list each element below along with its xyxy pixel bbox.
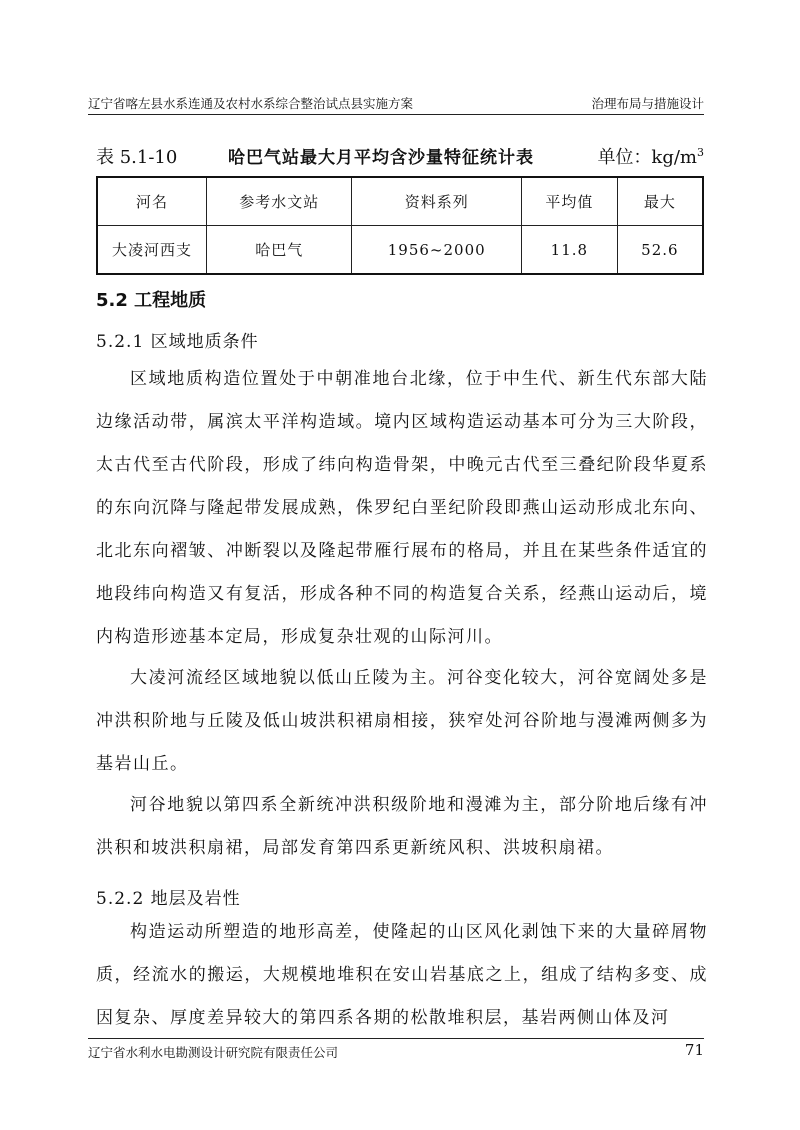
table-title: 哈巴气站最大月平均含沙量特征统计表 [228, 148, 534, 168]
page-header [88, 92, 704, 115]
sediment-table [96, 176, 704, 275]
header-chapter-title: 治理布局与措施设计 [591, 96, 704, 111]
paragraph: 构造运动所塑造的地形高差，使隆起的山区风化剥蚀下来的大量碎屑物质，经流水的搬运，大规模地堆积在安山岩基底之上，组成了结构多变、成因复杂、厚度差异较大的第四系各期的松散堆积层，基岩两侧山体及河 [96, 922, 708, 1028]
cell-average: 11.8 [522, 226, 618, 275]
table-unit-text: 单位：kg/m [597, 147, 697, 168]
paragraph: 区域地质构造位置处于中朝准地台北缘，位于中生代、新生代东部大陆边缘活动带，属滨太平洋构造域。境内区域构造运动基本可分为三大阶段，太古代至古代阶段，形成了纬向构造骨架，中晚元古代至三叠纪阶段华夏系的东向沉降与隆起带发展成熟，侏罗纪白垩纪阶段即燕山运动形成北东向、北北东向褶皱、冲断裂以及隆起带雁行展布的格局，并且在某些条件适宜的地段纬向构造又有复活，形成各种不同的构造复合关系，经燕山运动后，境内构造形迹基本定局，形成复杂壮观的山际河川。 [96, 369, 708, 647]
paragraph: 河谷地貌以第四系全新统冲洪积级阶地和漫滩为主，部分阶地后缘有冲洪积和坡洪积扇裙，局部发育第四系更新统风积、洪坡积扇裙。 [96, 795, 708, 858]
subsection-title: 5.2.2 地层及岩性 [96, 889, 241, 909]
header-document-title: 辽宁省喀左县水系连通及农村水系综合整治试点县实施方案 [88, 96, 414, 111]
table-row [97, 226, 703, 275]
cell-data-series: 1956~2000 [352, 226, 522, 275]
cell-maximum: 52.6 [617, 226, 703, 275]
header-cell-reference-station: 参考水文站 [207, 177, 352, 226]
table-unit [597, 143, 704, 169]
section-title: 5.2 工程地质 [96, 290, 207, 311]
header-cell-maximum: 最大 [617, 177, 703, 226]
table-caption [96, 143, 704, 171]
table-number: 表 5.1-10 [96, 147, 178, 168]
footer-organization: 辽宁省水利水电勘测设计研究院有限责任公司 [88, 1045, 339, 1060]
header-cell-average: 平均值 [522, 177, 618, 226]
page-number: 71 [684, 1041, 704, 1059]
table-unit-superscript: 3 [697, 146, 704, 159]
page-footer [88, 1038, 704, 1061]
table-header-row [97, 177, 703, 226]
paragraph: 大凌河流经区域地貌以低山丘陵为主。河谷变化较大，河谷宽阔处多是冲洪积阶地与丘陵及低山坡洪积裙扇相接，狭窄处河谷阶地与漫滩两侧多为基岩山丘。 [96, 668, 708, 774]
cell-river-name: 大凌河西支 [97, 226, 207, 275]
subsection-title: 5.2.1 区域地质条件 [96, 332, 259, 352]
cell-reference-station: 哈巴气 [207, 226, 352, 275]
header-cell-data-series: 资料系列 [352, 177, 522, 226]
header-cell-river-name: 河名 [97, 177, 207, 226]
